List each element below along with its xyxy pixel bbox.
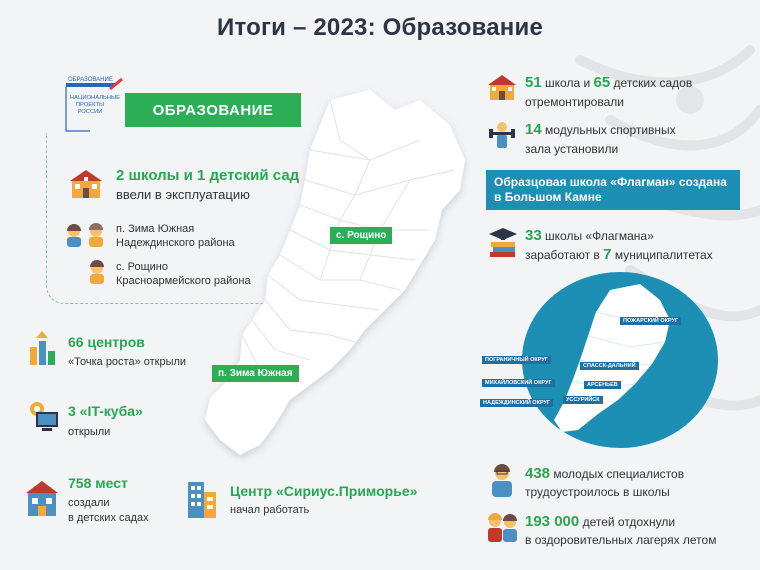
schools-headline: 2 школы и 1 детский сад: [116, 167, 300, 184]
centers-sub: «Точка роста» открыли: [68, 356, 187, 368]
map-label-roshchino: с. Рощино: [330, 227, 392, 244]
section-banner: ОБРАЗОВАНИЕ: [125, 93, 301, 127]
mini-label-pozharsky: ПОЖАРСКИЙ ОКРУГ: [620, 317, 681, 325]
itcube-headline: 3 «IT-куба»: [68, 403, 143, 419]
office-building-icon: [184, 476, 220, 520]
teacher-icon: [487, 464, 517, 498]
sirius-sub: начал работать: [230, 504, 310, 516]
national-projects-logo: [62, 75, 124, 135]
primorye-map: [180, 80, 490, 470]
place1-line1: п. Зима Южная: [116, 223, 195, 235]
child-icon: [86, 259, 108, 285]
spec-line2: трудоустроилось в школы: [525, 485, 670, 499]
mini-label-nadezhdinsky: НАДЕЖДИНСКИЙ ОКРУГ: [480, 399, 553, 407]
flag-line2: заработают в 7 муниципалитетах: [525, 246, 713, 263]
kids-line1: 193 000 детей отдохнули: [525, 513, 676, 530]
logo-top-text: ОБРАЗОВАНИЕ: [68, 77, 113, 83]
kindergarten-icon: [24, 478, 60, 518]
logo-text: НАЦИОНАЛЬНЫЕ ПРОЕКТЫ РОССИИ: [70, 95, 120, 115]
kids-icon: [484, 512, 520, 544]
school-icon: [487, 72, 517, 102]
place2-line1: с. Рощино: [116, 261, 168, 273]
places-headline: 758 мест: [68, 475, 128, 491]
itcube-sub: открыли: [68, 426, 111, 438]
schools-sub: ввели в эксплуатацию: [116, 187, 250, 202]
centers-headline: 66 центров: [68, 334, 145, 350]
mini-label-spassk: СПАССК-ДАЛЬНИЙ: [580, 362, 639, 370]
place1-line2: Надеждинского района: [116, 237, 235, 249]
mini-label-pogranichny: ПОГРАНИЧНЫЙ ОКРУГ: [482, 356, 551, 364]
page-title: Итоги – 2023: Образование: [217, 14, 543, 41]
repair-line1: 51 школа и 65 детских садов: [525, 74, 693, 91]
flag-line1: 33 школы «Флагмана»: [525, 227, 654, 244]
dumbbell-icon: [487, 120, 517, 150]
growth-chart-icon: [28, 331, 58, 367]
places-sub2: в детских садах: [68, 512, 149, 524]
computer-icon: [28, 400, 60, 432]
sport-line2: зала установили: [525, 142, 619, 156]
children-icon: [64, 222, 108, 248]
kids-line2: в оздоровительных лагерях летом: [525, 533, 717, 547]
mini-label-mikhailovsky: МИХАЙЛОВСКИЙ ОКРУГ: [482, 379, 555, 387]
flagship-banner: Образцовая школа «Флагман» создана в Большом Камне: [486, 170, 740, 210]
map-label-zima: п. Зима Южная: [212, 365, 299, 382]
mini-label-arsenyev: АРСЕНЬЕВ: [584, 381, 621, 389]
graduation-books-icon: [487, 226, 519, 260]
school-building-icon: [68, 166, 104, 202]
place2-line2: Красноармейского района: [116, 275, 251, 287]
sport-line1: 14 модульных спортивных: [525, 121, 676, 138]
places-sub1: создали: [68, 497, 110, 509]
mini-label-ussuriysk: УССУРИЙСК: [563, 396, 603, 404]
sirius-headline: Центр «Сириус.Приморье»: [230, 483, 418, 499]
repair-line2: отремонтировали: [525, 95, 624, 109]
spec-line1: 438 молодых специалистов: [525, 465, 685, 482]
